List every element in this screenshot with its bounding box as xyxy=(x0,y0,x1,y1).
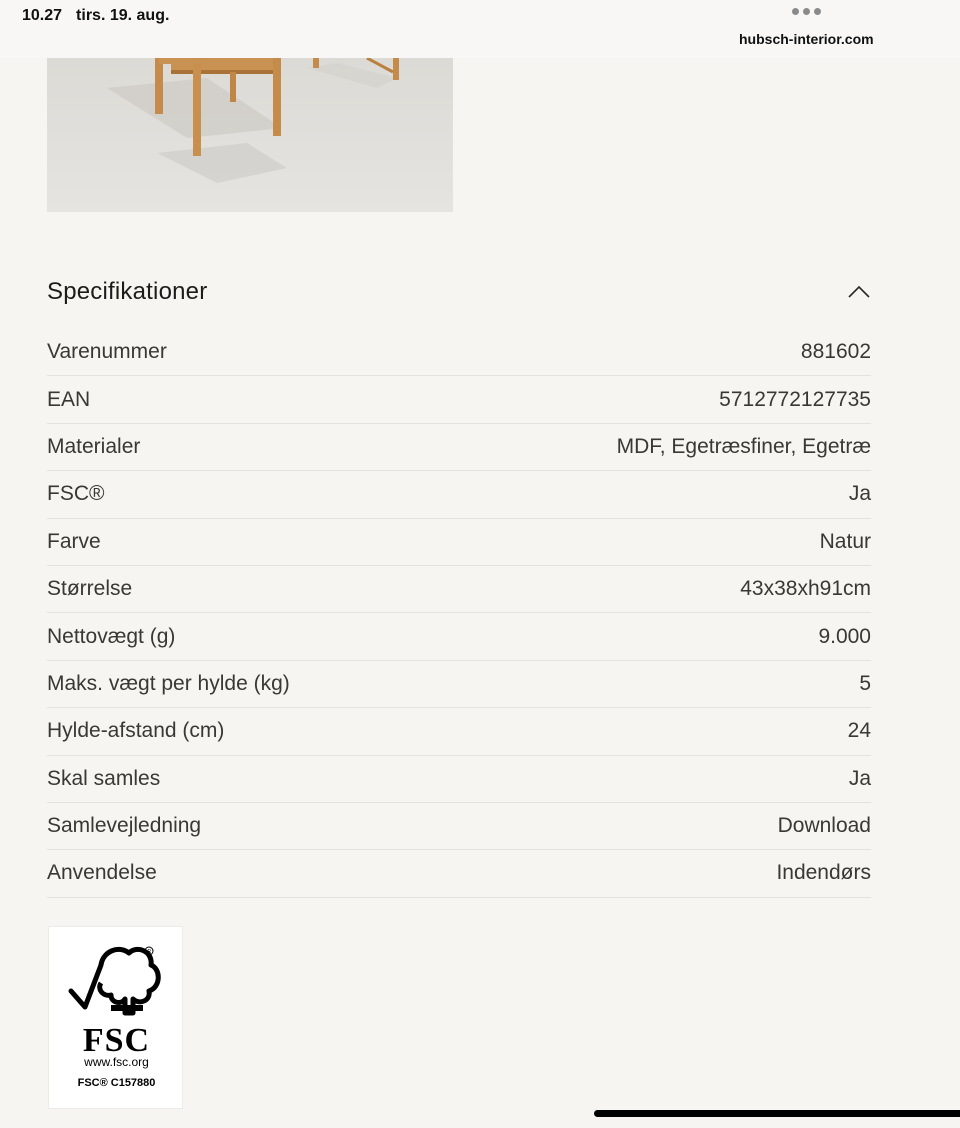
spec-row xyxy=(47,471,871,518)
specifications-toggle[interactable] xyxy=(47,268,871,316)
spec-label: Samlevejledning xyxy=(47,814,202,838)
spec-value: 5712772127735 xyxy=(719,387,871,411)
home-indicator[interactable] xyxy=(594,1110,960,1117)
svg-text:R: R xyxy=(147,949,152,955)
spec-value: Ja xyxy=(848,766,871,790)
spec-row xyxy=(47,613,871,660)
spec-row xyxy=(47,376,871,423)
spec-label: Maks. vægt per hylde (kg) xyxy=(47,671,290,695)
specifications-table xyxy=(47,329,871,898)
fsc-tree-check-icon xyxy=(67,943,167,1023)
spec-value: 881602 xyxy=(800,340,871,364)
spec-row xyxy=(47,424,871,471)
spec-label: Varenummer xyxy=(47,340,167,364)
fsc-logo xyxy=(48,926,183,1109)
spec-value: Ja xyxy=(848,482,871,506)
spec-label: Størrelse xyxy=(47,577,133,601)
fsc-wordmark: FSC xyxy=(82,1022,151,1059)
spec-value: 43x38xh91cm xyxy=(740,577,871,601)
browser-url[interactable]: hubsch-interior.com xyxy=(739,31,874,47)
spec-value: 24 xyxy=(847,719,871,743)
spec-value: 5 xyxy=(859,671,871,695)
spec-value: Natur xyxy=(819,529,871,553)
fsc-license-code: FSC® C157880 xyxy=(77,1077,156,1089)
spec-row xyxy=(47,566,871,613)
spec-row xyxy=(47,850,871,897)
spec-row xyxy=(47,803,871,850)
spec-row xyxy=(47,661,871,708)
spec-label: Materialer xyxy=(47,434,141,458)
spec-row xyxy=(47,519,871,566)
chair-photo xyxy=(47,58,453,212)
spec-label: FSC® xyxy=(47,482,105,506)
spec-row xyxy=(47,708,871,755)
spec-label: Farve xyxy=(47,529,101,553)
spec-label: Hylde-afstand (cm) xyxy=(47,719,225,743)
more-options-icon[interactable] xyxy=(792,8,821,15)
spec-label: Nettovægt (g) xyxy=(47,624,176,648)
spec-label: Skal samles xyxy=(47,766,161,790)
chevron-up-icon[interactable] xyxy=(847,280,871,304)
fsc-website: www.fsc.org xyxy=(84,1055,149,1069)
product-image xyxy=(47,58,453,212)
download-assembly-link[interactable]: Download xyxy=(777,814,871,838)
spec-row xyxy=(47,756,871,803)
status-time-date xyxy=(22,7,169,25)
spec-label: Anvendelse xyxy=(47,861,157,885)
spec-value: Indendørs xyxy=(776,861,871,885)
status-bar xyxy=(0,0,960,58)
spec-label: EAN xyxy=(47,387,91,411)
spec-value: 9.000 xyxy=(818,624,871,648)
specifications-title: Specifikationer xyxy=(47,278,208,305)
spec-value: MDF, Egetræsfiner, Egetræ xyxy=(616,434,871,458)
spec-row xyxy=(47,329,871,376)
status-date: tirs. 19. aug. xyxy=(76,7,170,24)
status-time: 10.27 xyxy=(22,7,63,24)
